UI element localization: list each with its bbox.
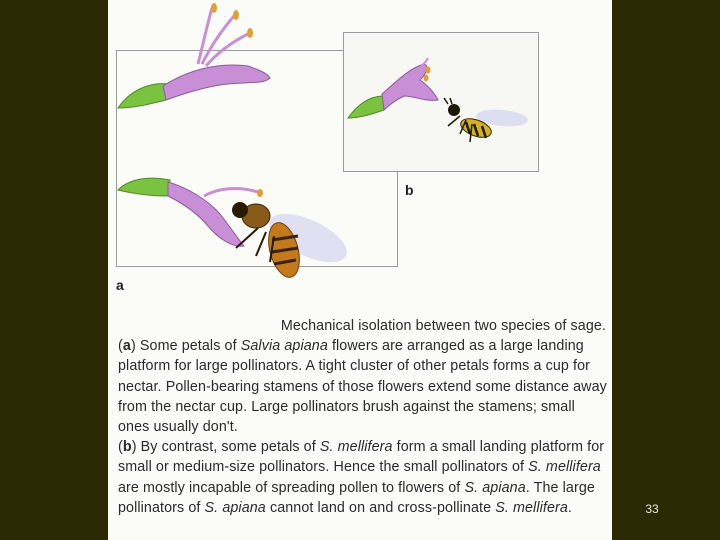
- species-name: S. apiana: [204, 499, 266, 516]
- caption-part-a: (a) Some petals of Salvia apiana flowers are arranged as a large landing platform for large pollinators. A tight cluster of other petals forms a cup for nectar. Pollen-bearing stamens of those flowers extend some distance away from the nectar cup. Large pollinators brush against the stamens; small ones usually don't.: [118, 338, 607, 436]
- panel-b-label: b: [405, 182, 414, 198]
- caption-text: Some petals of: [135, 338, 241, 355]
- slide-page: [108, 0, 612, 540]
- salvia-mellifera-flower: [348, 58, 438, 118]
- caption-text: form a small landing platform for small or medium-size pollinators. Hence the small pollinators of: [118, 439, 605, 476]
- small-bee: [444, 98, 529, 142]
- caption-marker-b: b: [122, 439, 132, 456]
- figure-caption: [118, 316, 608, 518]
- caption-text: . The large pollinators of: [118, 479, 595, 516]
- caption-marker-a: a: [122, 338, 131, 355]
- caption-text: .: [567, 499, 572, 516]
- panel-a-label: a: [116, 277, 124, 293]
- species-name: S. apiana: [464, 479, 526, 496]
- salvia-apiana-flower-top: [118, 3, 270, 108]
- caption-text: are mostly incapable of spreading pollen to flowers of: [118, 479, 465, 496]
- caption-text: cannot land on and cross-pollinate: [265, 499, 496, 516]
- species-name: S. mellifera: [528, 459, 601, 476]
- large-bee: [232, 202, 354, 281]
- caption-text: By contrast, some petals of: [136, 439, 320, 456]
- illustration: [108, 0, 612, 300]
- species-name: S. mellifera: [319, 439, 393, 456]
- caption-title: Mechanical isolation between two species of sage.: [280, 318, 606, 334]
- caption-text: flowers are arranged as a large landing platform for large pollinators. A tight cluster of other petals forms a cup for nectar. Pollen-bearing stamens of those flowers extend some distance away from the nectar cup. Large pollinators brush against the stamens; small ones usually don't.: [118, 338, 607, 436]
- page-number: 33: [645, 502, 659, 516]
- caption-part-b: (b) By contrast, some petals of S. mellifera form a small landing platform for small or medium-size pollinators. Hence the small pollinators of S. mellifera are mostly incapable of spreading pollen to flowers of S. apiana. The large pollinators of S. apiana cannot land on and cross-pollinate S. mellifera.: [118, 439, 605, 516]
- species-name: S. mellifera: [495, 499, 568, 516]
- species-name: Salvia apiana: [240, 338, 328, 355]
